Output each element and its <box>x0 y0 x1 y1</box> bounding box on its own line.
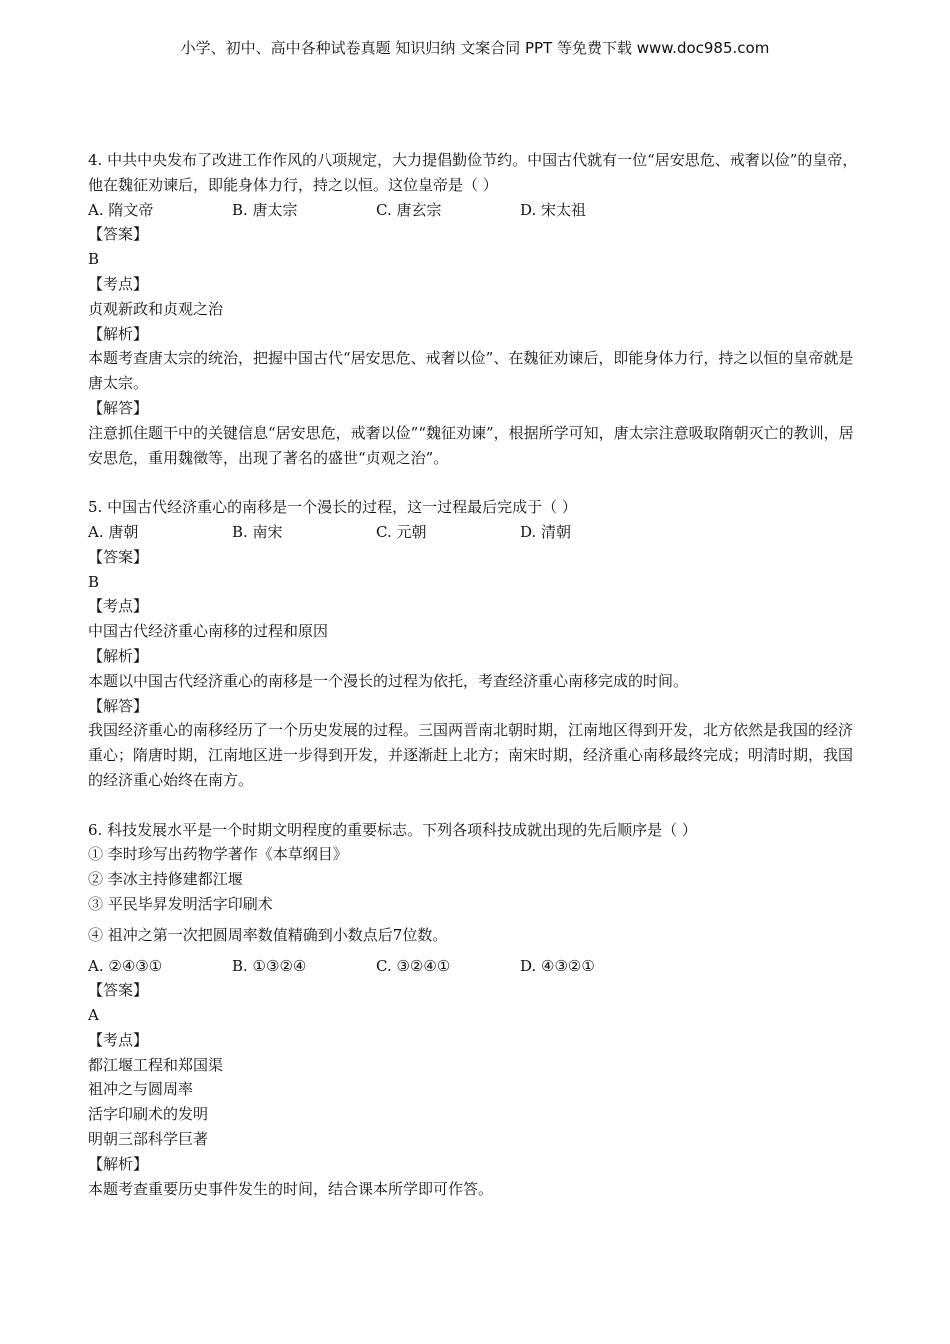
question-stem: 6. 科技发展水平是一个时期文明程度的重要标志。下列各项科技成就出现的先后顺序是（ ） <box>88 820 697 839</box>
point-label: 【考点】 <box>88 597 149 616</box>
solution-text: 我国经济重心的南移经历了一个历史发展的过程。三国两晋南北朝时期，江南地区得到开发，北方依然是我国的经济重心；隋唐时期，江南地区进一步得到开发，并逐渐赶上北方；南宋时期，经济重心南移最终完成；明清时期，我国的经济重心始终在南方。 <box>88 721 854 789</box>
point-item: 中国古代经济重心南移的过程和原因 <box>88 622 329 641</box>
solution-text: 注意抓住题干中的关键信息“居安思危，戒奢以俭”“魏征劝谏”，根据所学可知，唐太宗注意吸取隋朝灭亡的教训，居安思危，重用魏徵等，出现了著名的盛世“贞观之治”。 <box>88 423 854 467</box>
question-6 <box>88 818 860 1202</box>
document-body <box>88 148 860 1201</box>
analysis-text: 本题考查唐太宗的统治，把握中国古代“居安思危、戒奢以俭”、在魏征劝谏后，即能身体力行，持之以恒的皇帝就是唐太宗。 <box>88 349 854 393</box>
answer-value: B <box>88 250 100 269</box>
option-a: A. 唐朝 <box>88 522 139 541</box>
point-item: 明朝三部科学巨著 <box>88 1130 209 1149</box>
option-d: D. ④③②① <box>520 956 595 975</box>
answer-value: A <box>88 1006 99 1025</box>
solution-label: 【解答】 <box>88 398 149 417</box>
question-stem: 5. 中国古代经济重心的南移是一个漫长的过程，这一过程最后完成于（ ） <box>88 498 577 517</box>
spacer <box>88 470 860 495</box>
option-b: B. 南宋 <box>232 522 283 541</box>
answer-label: 【答案】 <box>88 547 149 566</box>
option-b: B. 唐太宗 <box>232 200 298 219</box>
answer-options <box>88 954 860 979</box>
answer-options <box>88 520 860 545</box>
point-item: 祖冲之与圆周率 <box>88 1080 194 1099</box>
option-a: A. ②④③① <box>88 956 163 975</box>
analysis-text: 本题考查重要历史事件发生的时间，结合课本所学即可作答。 <box>88 1179 494 1198</box>
answer-label: 【答案】 <box>88 981 149 1000</box>
statement-item: ③ 平民毕昇发明活字印刷术 <box>88 894 273 913</box>
statement-item: ④ 祖冲之第一次把圆周率数值精确到小数点后7位数。 <box>88 925 448 944</box>
analysis-label: 【解析】 <box>88 324 149 343</box>
analysis-label: 【解析】 <box>88 1154 149 1173</box>
answer-value: B <box>88 572 100 591</box>
answer-options <box>88 198 860 223</box>
option-c: C. ③②④① <box>376 956 451 975</box>
question-stem: 4. 中共中央发布了改进工作作风的八项规定，大力提倡勤俭节约。中国古代就有一位“居安思危、戒奢以俭”的皇帝，他在魏征劝谏后，即能身体力行，持之以恒。这位皇帝是（ ） <box>88 151 858 194</box>
answer-label: 【答案】 <box>88 225 149 244</box>
statement-item: ② 李冰主持修建都江堰 <box>88 870 243 889</box>
point-label: 【考点】 <box>88 274 149 293</box>
point-label: 【考点】 <box>88 1030 149 1049</box>
option-d: D. 清朝 <box>520 522 572 541</box>
question-4 <box>88 148 860 470</box>
point-item: 活字印刷术的发明 <box>88 1105 209 1124</box>
option-b: B. ①③②④ <box>232 956 307 975</box>
point-item: 都江堰工程和郑国渠 <box>88 1055 224 1074</box>
solution-label: 【解答】 <box>88 696 149 715</box>
statement-item: ① 李时珍写出药物学著作《本草纲目》 <box>88 845 348 864</box>
question-5 <box>88 495 860 793</box>
page-header: 小学、初中、高中各种试卷真题 知识归纳 文案合同 PPT 等免费下载 www.doc985.com <box>180 39 770 57</box>
point-item: 贞观新政和贞观之治 <box>88 299 224 318</box>
analysis-text: 本题以中国古代经济重心的南移是一个漫长的过程为依托，考查经济重心南移完成的时间。 <box>88 671 689 690</box>
analysis-label: 【解析】 <box>88 646 149 665</box>
option-c: C. 唐玄宗 <box>376 200 442 219</box>
option-a: A. 隋文帝 <box>88 200 154 219</box>
spacer <box>88 793 860 818</box>
option-c: C. 元朝 <box>376 522 427 541</box>
option-d: D. 宋太祖 <box>520 200 587 219</box>
